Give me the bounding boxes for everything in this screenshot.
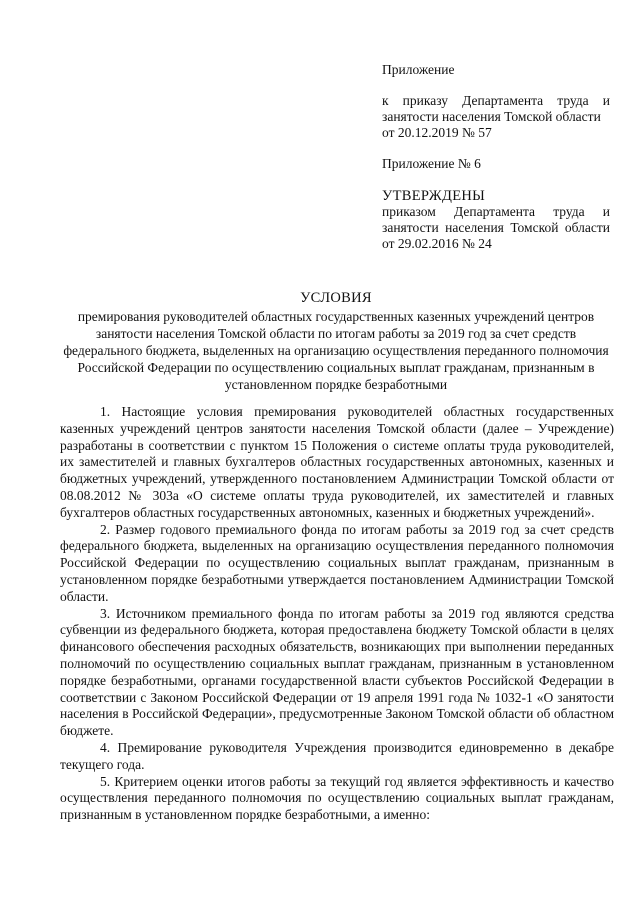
appendix-label: Приложение [382,62,455,77]
paragraph-3: 3. Источником премиального фонда по итогам работы за 2019 год являются средства субвенции из федерального бюджета, которая предоставлена бюджету Томской области в целях финансового обеспечения расходных обязательств, возникающих при выполнении переданных полномочий по осуществлению социальных выплат гражданам, признанным в установленном порядке безработными, органами государственной власти субъектов Российской Федерации в соответствии с Законом Российской Федерации от 19 апреля 1991 года № 1032-1 «О занятости населения в Российской Федерации», предусмотренные Законом Томской области об областном бюджете. [60,605,614,739]
paragraph-1: 1. Настоящие условия премирования руководителей областных государственных казенных учреждений центров занятости населения Томской области (далее – Учреждение) разработаны в соответствии с пунктом 15 Положения о системе оплаты труда руководителей, их заместителей и главных бухгалтеров областных государственных автономных, казенных и бюджетных учреждений, утвержденного постановлением Администрации Томской области от 08.08.2012 № 303а «О системе оплаты труда руководителей, их заместителей и главных бухгалтеров областных государственных автономных, казенных и бюджетных учреждений». [60,404,614,520]
paragraph-2: 2. Размер годового премиального фонда по итогам работы за 2019 год за счет средств федерального бюджета, выделенных на организацию осуществления переданного полномочия Российской Федерации по осуществлению социальных выплат гражданам, признанным в установленном порядке безработными утверждается постановлением Администрации Томской области. [60,521,614,604]
approved-by-order: приказом Департамента труда и занятости населения Томской области от 29.02.2016 № 24 [382,204,610,251]
spacer [382,172,610,187]
document-title-block [55,290,617,393]
appendix-number: Приложение № 6 [382,156,481,171]
order-date: от 20.12.2019 № 57 [382,125,492,140]
document-title: УСЛОВИЯ [300,290,372,306]
paragraph-5: 5. Критерием оценки итогов работы за текущий год является эффективность и качество осуществления переданного полномочия по осуществлению социальных выплат гражданам, признанным в установленном порядке безработными, а именно: [60,773,614,823]
paragraph-4: 4. Премирование руководителя Учреждения производится единовременно в декабре текущего года. [60,739,614,772]
approved-label: УТВЕРЖДЕНЫ [382,188,486,204]
document-subtitle: премирования руководителей областных государственных казенных учреждений центров занятости населения Томской области по итогам работы за 2019 год за счет средств федерального бюджета, выделенных на организацию осуществления переданного полномочия Российской Федерации по осуществлению социальных выплат гражданам, признанным в установленном порядке безработными [63,309,609,392]
spacer [382,78,610,93]
appendix-header [382,62,610,252]
order-reference: к приказу Департамента труда и занятости населения Томской области [382,93,610,124]
spacer [382,141,610,156]
document-body [60,404,614,824]
